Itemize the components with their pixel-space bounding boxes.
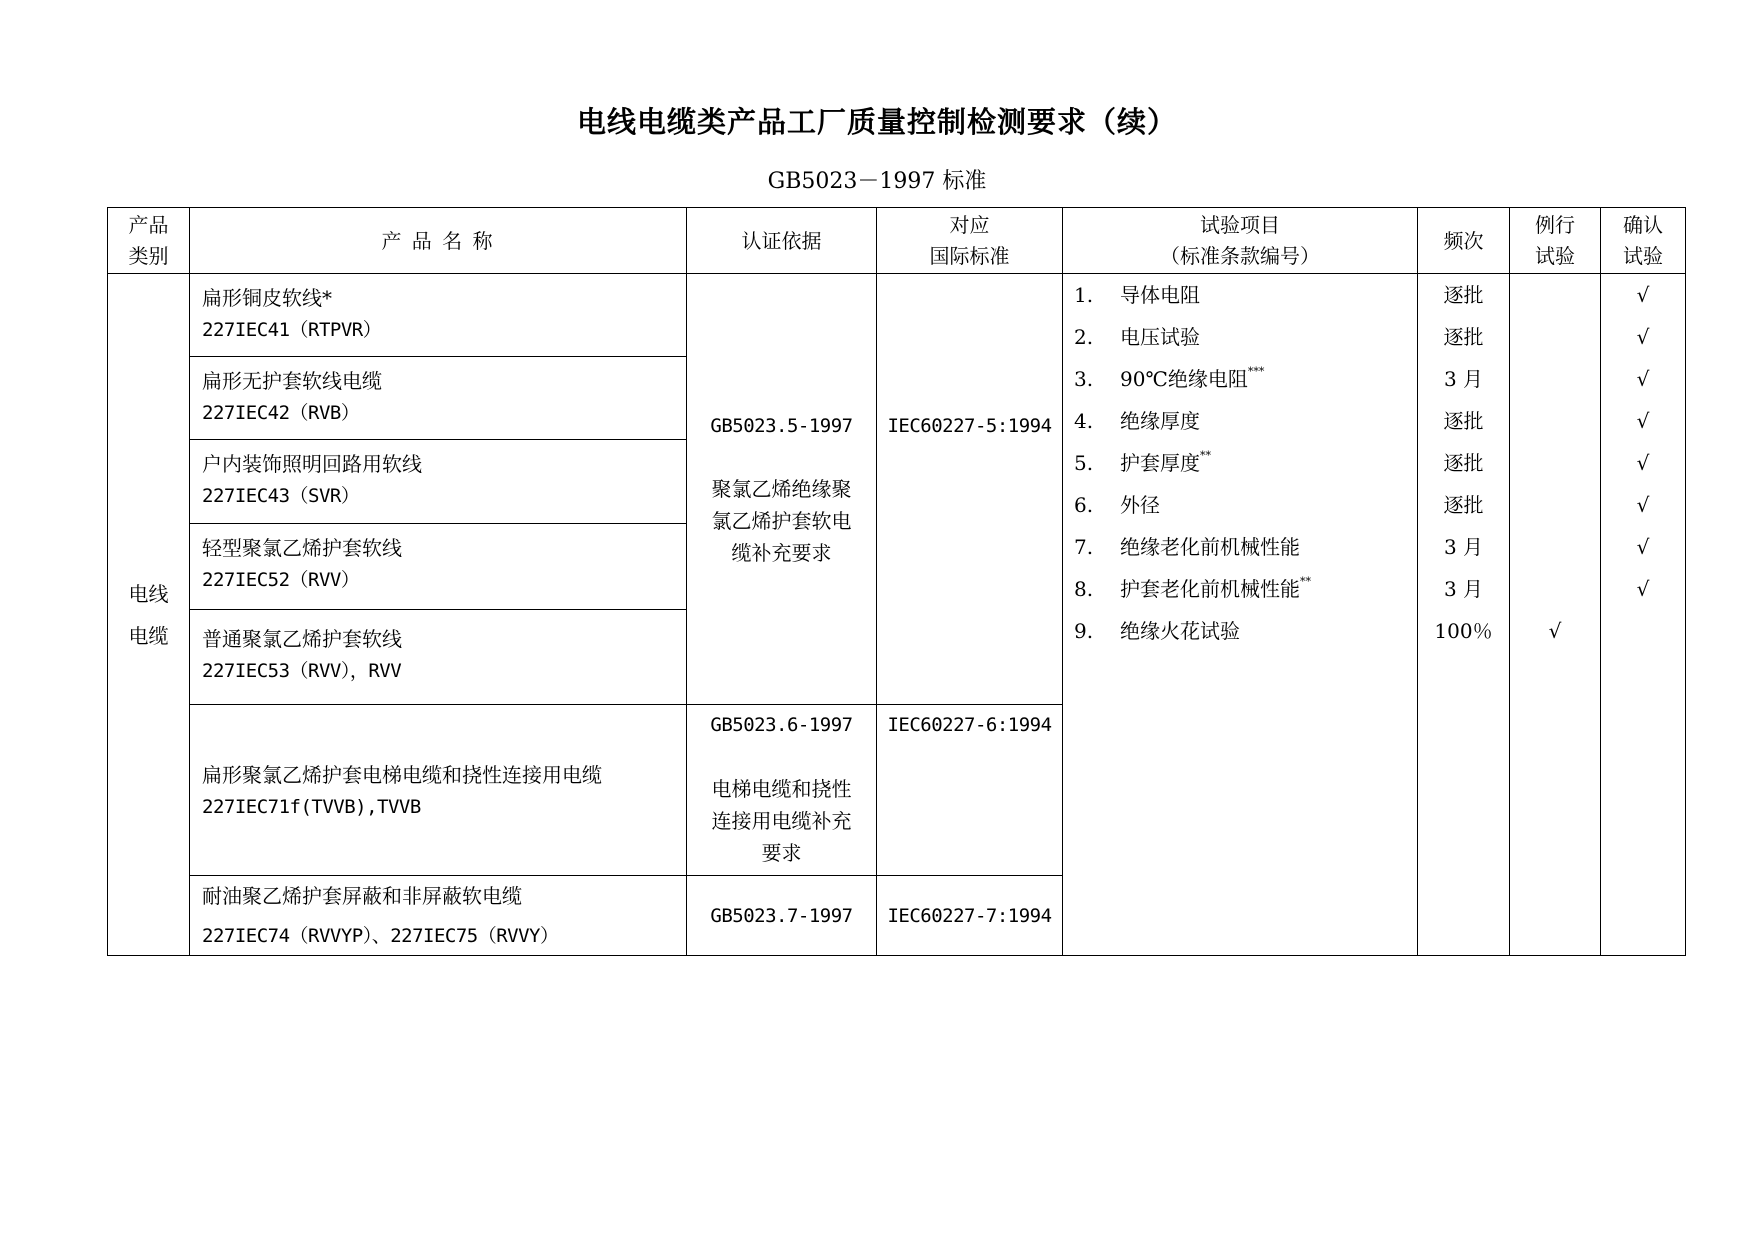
header-routine-line: 例行: [1535, 212, 1575, 237]
header-confirm-line: 确认: [1623, 212, 1663, 237]
test-frequency: 100％: [1434, 619, 1493, 643]
confirm-check-mark: √: [1636, 325, 1650, 349]
basis-cell: [686, 704, 877, 876]
product-name: 普通聚氯乙烯护套软线: [202, 627, 402, 651]
test-frequency: 3 月: [1443, 577, 1484, 601]
header-routine: [1509, 207, 1601, 274]
header-tests-line: （标准条款编号）: [1160, 243, 1320, 268]
basis-standard: GB5023.5-1997: [710, 415, 853, 437]
header-confirm-line: 试验: [1623, 243, 1663, 268]
category-line: 电缆: [128, 623, 169, 648]
test-name: 外径: [1120, 493, 1160, 517]
header-frequency: [1417, 207, 1510, 274]
intl-standard: IEC60227-7:1994: [887, 904, 1052, 927]
basis-standard: GB5023.7-1997: [710, 904, 853, 927]
product-name: 轻型聚氯乙烯护套软线: [202, 536, 402, 560]
header-frequency-label: 频次: [1443, 228, 1484, 253]
product-code: 227IEC41（RTPVR）: [202, 319, 382, 341]
confirm-check-mark: √: [1636, 451, 1650, 475]
test-name: 绝缘火花试验: [1120, 619, 1240, 643]
test-number: 4.: [1074, 409, 1094, 433]
test-item: [1074, 572, 1311, 606]
test-footnote-mark: **: [1300, 575, 1311, 588]
header-tests: [1062, 207, 1418, 274]
test-name: 护套厚度: [1120, 451, 1200, 475]
test-item: [1074, 530, 1300, 564]
header-category-line: 类别: [128, 243, 169, 268]
test-number: 2.: [1074, 325, 1094, 349]
test-frequency: 3 月: [1443, 535, 1484, 559]
test-frequency: 逐批: [1443, 283, 1484, 307]
test-number: 1.: [1074, 283, 1094, 307]
product-code: 227IEC42（RVB）: [202, 402, 360, 424]
confirm-check-mark: √: [1636, 367, 1650, 391]
header-category: [107, 207, 190, 274]
header-basis: [686, 207, 877, 274]
header-name-label: 产 品 名 称: [381, 228, 495, 253]
product-name: 扁形铜皮软线*: [202, 286, 332, 310]
basis-note-line: 要求: [761, 841, 802, 865]
test-name: 90℃绝缘电阻: [1120, 367, 1248, 391]
test-item: [1074, 614, 1240, 648]
product-code: 227IEC52（RVV）: [202, 569, 360, 591]
basis-note: [687, 473, 876, 569]
basis-note: [687, 773, 876, 869]
confirm-check-mark: √: [1636, 493, 1650, 517]
test-frequency: 3 月: [1443, 367, 1484, 391]
test-footnote-mark: ***: [1247, 365, 1265, 378]
test-number: 6.: [1074, 493, 1094, 517]
product-row: [189, 273, 687, 357]
product-name: 扁形聚氯乙烯护套电梯电缆和挠性连接用电缆: [202, 763, 602, 787]
confirm-check-mark: √: [1636, 535, 1650, 559]
test-name: 导体电阻: [1120, 283, 1200, 307]
test-item: [1074, 446, 1211, 480]
test-name: 电压试验: [1120, 325, 1200, 349]
header-intl: [876, 207, 1063, 274]
product-row: [189, 609, 687, 705]
basis-note-line: 缆补充要求: [731, 541, 832, 565]
basis-standard: GB5023.6-1997: [710, 714, 853, 736]
confirm-check-mark: √: [1636, 283, 1650, 307]
test-item: [1074, 404, 1200, 438]
intl-cell: [876, 704, 1063, 876]
confirm-check-mark: √: [1636, 409, 1650, 433]
product-code: 227IEC43（SVR）: [202, 485, 360, 507]
basis-note-line: 氯乙烯护套软电: [711, 509, 852, 533]
test-number: 8.: [1074, 577, 1094, 601]
category-cell: [107, 273, 190, 956]
header-intl-line: 对应: [949, 212, 990, 237]
header-routine-line: 试验: [1535, 243, 1575, 268]
test-name: 绝缘老化前机械性能: [1120, 535, 1300, 559]
product-code: 227IEC74（RVVYP）、227IEC75（RVVY）: [202, 925, 559, 947]
header-tests-line: 试验项目: [1200, 212, 1280, 237]
intl-standard: IEC60227-5:1994: [887, 415, 1052, 437]
intl-standard: IEC60227-6:1994: [887, 714, 1052, 736]
test-name: 绝缘厚度: [1120, 409, 1200, 433]
test-number: 9.: [1074, 619, 1094, 643]
header-basis-label: 认证依据: [741, 228, 822, 253]
category-line: 电线: [128, 581, 169, 606]
test-item: [1074, 320, 1200, 354]
test-item: [1074, 362, 1264, 396]
header-confirm: [1600, 207, 1686, 274]
product-name: 耐油聚乙烯护套屏蔽和非屏蔽软电缆: [202, 884, 522, 908]
basis-note-line: 连接用电缆补充: [711, 809, 852, 833]
basis-note-line: 电梯电缆和挠性: [711, 777, 852, 801]
routine-check-mark: √: [1548, 619, 1562, 643]
header-intl-line: 国际标准: [929, 243, 1010, 268]
test-number: 3.: [1074, 367, 1094, 391]
page-title: 电线电缆类产品工厂质量控制检测要求（续）: [576, 105, 1177, 139]
test-number: 5.: [1074, 451, 1094, 475]
product-name: 户内装饰照明回路用软线: [202, 452, 422, 476]
test-frequency: 逐批: [1443, 325, 1484, 349]
product-row: [189, 704, 687, 876]
test-footnote-mark: **: [1200, 449, 1211, 462]
basis-cell: [686, 875, 877, 956]
header-category-line: 产品: [128, 212, 169, 237]
test-frequency: 逐批: [1443, 451, 1484, 475]
intl-cell: [876, 273, 1063, 705]
intl-cell: [876, 875, 1063, 956]
basis-cell: [686, 273, 877, 705]
product-code: 227IEC71f(TVVB),TVVB: [202, 796, 421, 818]
page-subtitle: GB5023－1997 标准: [767, 169, 987, 194]
test-frequency: 逐批: [1443, 409, 1484, 433]
product-row: [189, 875, 687, 956]
basis-note-line: 聚氯乙烯绝缘聚: [711, 477, 852, 501]
header-name: [189, 207, 687, 274]
product-row: [189, 439, 687, 524]
test-number: 7.: [1074, 535, 1094, 559]
test-item: [1074, 278, 1200, 312]
product-code: 227IEC53（RVV），RVV: [202, 660, 402, 682]
confirm-check-mark: √: [1636, 577, 1650, 601]
test-name: 护套老化前机械性能: [1120, 577, 1300, 601]
product-row: [189, 356, 687, 440]
product-name: 扁形无护套软线电缆: [202, 369, 382, 393]
test-item: [1074, 488, 1160, 522]
product-row: [189, 523, 687, 610]
test-frequency: 逐批: [1443, 493, 1484, 517]
